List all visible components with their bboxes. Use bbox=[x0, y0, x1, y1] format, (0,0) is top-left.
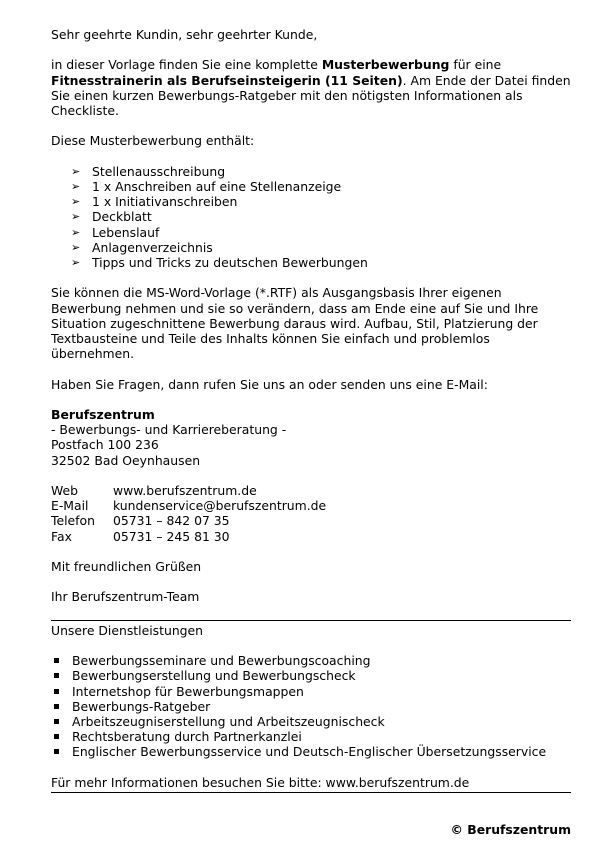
arrow-bullet-icon: ➢ bbox=[71, 179, 81, 193]
square-bullet-icon bbox=[54, 704, 59, 709]
arrow-bullet-icon: ➢ bbox=[71, 256, 81, 269]
arrow-bullet-icon: ➢ bbox=[71, 225, 81, 239]
company-street: Postfach 100 236 bbox=[51, 437, 159, 453]
closing: Mit freundlichen Grüßen bbox=[51, 558, 202, 574]
list-item: ➢ 1 x Initiativanschreiben bbox=[71, 194, 238, 210]
square-bullet-icon bbox=[54, 734, 59, 739]
list-item: ➢ Anlagenverzeichnis bbox=[71, 239, 213, 255]
square-bullet-icon bbox=[54, 719, 59, 724]
contact-fax: Fax 05731 – 245 81 30 bbox=[51, 528, 230, 544]
list-item: Bewerbungs-Ratgeber bbox=[51, 699, 571, 714]
list-item: Bewerbungserstellung und Bewerbungscheck bbox=[51, 668, 571, 683]
intro-text-1: in dieser Vorlage finden Sie eine komplette bbox=[51, 57, 322, 73]
intro-paragraph bbox=[51, 57, 571, 118]
contents-heading: Diese Musterbewerbung enthält: bbox=[51, 133, 255, 149]
arrow-bullet-icon: ➢ bbox=[71, 164, 81, 178]
square-bullet-icon bbox=[54, 673, 59, 678]
list-item: Internetshop für Bewerbungsmappen bbox=[51, 684, 571, 699]
intro-text-2: für eine bbox=[449, 57, 502, 73]
intro-bold-1: Musterbewerbung bbox=[321, 57, 450, 73]
contact-web: Web www.berufszentrum.de bbox=[51, 482, 257, 498]
contact-phone: Telefon 05731 – 842 07 35 bbox=[51, 513, 230, 529]
company-name: Berufszentrum bbox=[51, 406, 155, 422]
square-bullet-icon bbox=[54, 689, 59, 694]
divider bbox=[51, 620, 571, 621]
document-page bbox=[51, 27, 571, 793]
company-tagline: - Bewerbungs- und Karriereberatung - bbox=[51, 422, 287, 438]
contents-list bbox=[51, 164, 571, 270]
services-heading: Unsere Dienstleistungen bbox=[51, 622, 204, 638]
questions-paragraph: Haben Sie Fragen, dann rufen Sie uns an oder senden uns eine E-Mail: bbox=[51, 376, 488, 392]
list-item: ➢ 1 x Anschreiben auf eine Stellenanzeige bbox=[71, 178, 342, 194]
list-item: ➢ Tipps und Tricks zu deutschen Bewerbungen bbox=[71, 255, 368, 270]
services-list bbox=[51, 653, 571, 759]
arrow-bullet-icon: ➢ bbox=[71, 195, 81, 209]
list-item: ➢ Deckblatt bbox=[71, 209, 152, 225]
arrow-bullet-icon: ➢ bbox=[71, 240, 81, 254]
more-info: Für mehr Informationen besuchen Sie bitte: www.berufszentrum.de bbox=[51, 774, 470, 790]
footer-brand: © Berufszentrum bbox=[450, 822, 571, 837]
company-city: 32502 Bad Oeynhausen bbox=[51, 452, 201, 468]
greeting: Sehr geehrte Kundin, sehr geehrter Kunde, bbox=[51, 27, 318, 42]
list-item: Rechtsberatung durch Partnerkanzlei bbox=[51, 729, 571, 744]
intro-bold-2: Fitnesstrainerin als Berufseinsteigerin (11 Seiten) bbox=[51, 72, 403, 88]
list-item: ➢ Lebenslauf bbox=[71, 224, 160, 240]
list-item: Englischer Bewerbungsservice und Deutsch-Englischer Übersetzungsservice bbox=[51, 744, 571, 759]
divider bbox=[51, 792, 571, 793]
usage-paragraph: Sie können die MS-Word-Vorlage (*.RTF) als Ausgangsbasis Ihrer eigenen Bewerbung nehmen und sie so verändern, dass am Ende eine auf Sie und Ihre Situation zugeschnittene Bewerbung daraus wird. Aufbau, Stil, Platzierung der Textbausteine und Teile des Inhalts können Sie einfach und problemlos übernehmen. bbox=[51, 285, 539, 362]
web-link[interactable]: www.berufszentrum.de bbox=[113, 482, 257, 498]
arrow-bullet-icon: ➢ bbox=[71, 210, 81, 224]
email-link[interactable]: kundenservice@berufszentrum.de bbox=[113, 498, 327, 514]
signature: Ihr Berufszentrum-Team bbox=[51, 589, 200, 605]
list-item: Arbeitszeugniserstellung und Arbeitszeugnischeck bbox=[51, 714, 571, 729]
intro-text-3: . Am Ende der Datei finden Sie einen kurzen Bewerbungs-Ratgeber mit den nötigsten Informationen als Checkliste. bbox=[51, 72, 571, 118]
contact-email: E-Mail kundenservice@berufszentrum.de bbox=[51, 498, 327, 514]
square-bullet-icon bbox=[54, 658, 59, 663]
list-item: ➢ Stellenausschreibung bbox=[71, 163, 226, 179]
square-bullet-icon bbox=[54, 749, 59, 754]
list-item: Bewerbungsseminare und Bewerbungscoaching bbox=[51, 653, 571, 668]
